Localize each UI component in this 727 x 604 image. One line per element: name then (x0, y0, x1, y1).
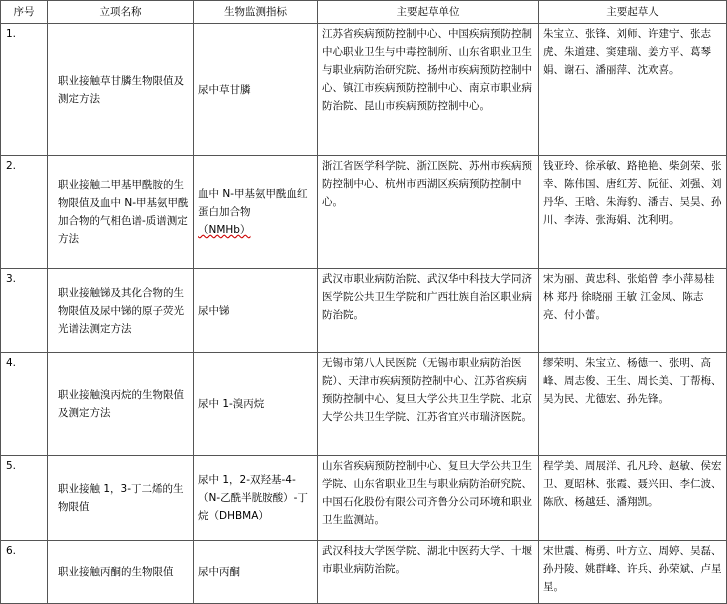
row-indicator: 尿中锑 (194, 269, 318, 353)
table-row (1, 156, 727, 269)
row-drafting-units: 山东省疾病预防控制中心、复旦大学公共卫生学院、山东省职业卫生与职业病防治研究院、中国石化股份有限公司齐鲁分公司环境和职业卫生监测站。 (318, 456, 539, 541)
row-serial: 4. (1, 353, 48, 456)
row-project-name: 职业接触二甲基甲酰胺的生物限值及血中 N-甲基氨甲酰加合物的气相色谱-质谱测定方法 (48, 156, 194, 269)
row-drafters: 宋为丽、黄忠科、张焰曾 李小萍易桂林 郑丹 徐晓丽 王敏 江金凤、陈志亮、付小蕾。 (539, 269, 727, 353)
header-drafting-units: 主要起草单位 (318, 1, 539, 24)
table-header-row (1, 1, 727, 24)
row-drafting-units: 武汉科技大学医学院、湖北中医药大学、十堰市职业病防治院。 (318, 541, 539, 604)
row-serial: 6. (1, 541, 48, 604)
row-serial: 5. (1, 456, 48, 541)
table-row (1, 269, 727, 353)
header-project-name: 立项名称 (48, 1, 194, 24)
row-drafters: 钱亚玲、徐承敏、路艳艳、柴剑荣、张幸、陈伟国、唐红芳、阮征、刘强、刘丹华、王晗、朱海豹、潘吉、吴昊、孙川、李涛、张海娟、沈利明。 (539, 156, 727, 269)
row-indicator: 尿中 1，2-双羟基-4-（N-乙酰半胱胺酸）-丁烷（DHBMA） (194, 456, 318, 541)
row-drafters: 缪荣明、朱宝立、杨德一、张明、高峰、周志俊、王生、周长美、丁帮梅、吴为民、尤德宏、孙先锋。 (539, 353, 727, 456)
row-drafters: 宋世震、梅勇、叶方立、周婷、吴磊、孙丹陵、姚群峰、许兵、孙荣斌、卢星星。 (539, 541, 727, 604)
row-serial: 3. (1, 269, 48, 353)
row-indicator: 尿中草甘膦 (194, 24, 318, 156)
row-drafting-units: 武汉市职业病防治院、武汉华中科技大学同济医学院公共卫生学院和广西壮族自治区职业病防治院。 (318, 269, 539, 353)
row-indicator: 尿中丙酮 (194, 541, 318, 604)
table-row (1, 541, 727, 604)
row-drafters: 程学美、周展洋、孔凡玲、赵敏、侯宏卫、夏昭林、张霞、聂兴田、李仁波、陈欣、杨越廷、潘翔凯。 (539, 456, 727, 541)
row-indicator: 尿中 1-溴丙烷 (194, 353, 318, 456)
row-project-name: 职业接触 1，3-丁二烯的生物限值 (48, 456, 194, 541)
table-row (1, 353, 727, 456)
row-indicator (194, 156, 318, 269)
table-row (1, 24, 727, 156)
row-project-name: 职业接触锑及其化合物的生物限值及尿中锑的原子荧光光谱法测定方法 (48, 269, 194, 353)
row-drafting-units: 江苏省疾病预防控制中心、中国疾病预防控制中心职业卫生与中毒控制所、山东省职业卫生与职业病防治研究院、扬州市疾病预防控制中心、镇江市疾病预防控制中心、南京市职业病防治院、昆山市疾病预防控制中心。 (318, 24, 539, 156)
row-drafting-units: 浙江省医学科学院、浙江医院、苏州市疾病预防控制中心、杭州市西湖区疾病预防控制中心。 (318, 156, 539, 269)
indicator-text: 血中 N-甲基氨甲酰血红蛋白加合物 (198, 188, 308, 218)
table-row (1, 456, 727, 541)
row-serial: 1. (1, 24, 48, 156)
header-indicator: 生物监测指标 (194, 1, 318, 24)
row-project-name: 职业接触溴丙烷的生物限值及测定方法 (48, 353, 194, 456)
row-project-name: 职业接触草甘膦生物限值及测定方法 (48, 24, 194, 156)
header-serial: 序号 (1, 1, 48, 24)
row-drafters: 朱宝立、张锋、刘师、许建宁、张志虎、朱道建、窦建瑞、姜方平、葛琴娟、谢石、潘丽萍、沈欢喜。 (539, 24, 727, 156)
row-drafting-units: 无锡市第八人民医院（无锡市职业病防治医院）、天津市疾病预防控制中心、江苏省疾病预防控制中心、复旦大学公共卫生学院、北京大学公共卫生学院、江苏省宜兴市瑞济医院。 (318, 353, 539, 456)
header-drafters: 主要起草人 (539, 1, 727, 24)
indicator-abbreviation: （NMHb） (198, 224, 251, 236)
row-project-name: 职业接触丙酮的生物限值 (48, 541, 194, 604)
row-serial: 2. (1, 156, 48, 269)
